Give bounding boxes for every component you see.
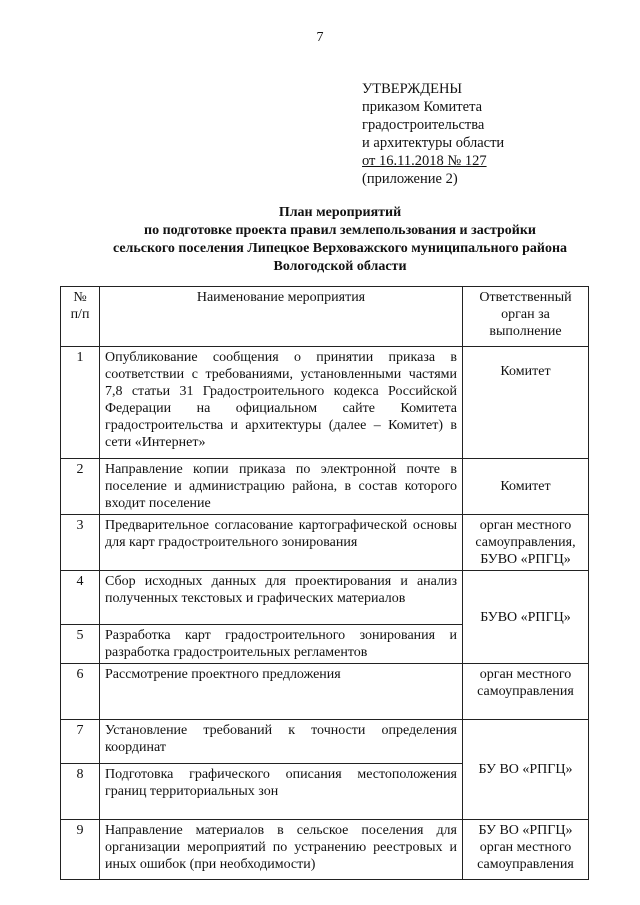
approval-line: и архитектуры области — [362, 135, 505, 151]
row-number: 4 — [61, 571, 100, 625]
table-row — [61, 515, 589, 571]
row-activity: Предварительное согласование картографической основы для карт градостроительного зонирования — [100, 515, 463, 571]
title-line: План мероприятий — [278, 205, 402, 220]
row-activity: Подготовка графического описания местоположения границ территориальных зон — [100, 764, 463, 820]
table-row — [61, 664, 589, 720]
row-responsible: орган местного самоуправления, БУВО «РПГЦ» — [463, 515, 589, 571]
row-number: 7 — [61, 720, 100, 764]
document-title — [40, 204, 640, 276]
row-responsible: БУ ВО «РПГЦ» орган местного самоуправления — [463, 820, 589, 880]
activities-table — [60, 286, 589, 880]
title-line: по подготовке проекта правил землепользования и застройки — [144, 223, 536, 238]
row-responsible: Комитет — [463, 459, 589, 515]
row-activity: Рассмотрение проектного предложения — [100, 664, 463, 720]
row-number: 2 — [61, 459, 100, 515]
row-number: 6 — [61, 664, 100, 720]
row-responsible: орган местного самоуправления — [463, 664, 589, 720]
row-number: 8 — [61, 764, 100, 820]
title-line: сельского поселения Липецкое Верховажского муниципального района — [112, 241, 568, 256]
table-row — [61, 347, 589, 459]
title-line: Вологодской области — [273, 259, 407, 274]
approval-line: градостроительства — [362, 117, 485, 133]
approval-order-ref: от 16.11.2018 № 127 — [362, 153, 487, 169]
table-row — [61, 459, 589, 515]
row-responsible — [463, 347, 589, 459]
row-activity: Установление требований к точности определения координат — [100, 720, 463, 764]
row-number: 3 — [61, 515, 100, 571]
row-activity: Сбор исходных данных для проектирования и анализ полученных текстовых и графических материалов — [100, 571, 463, 625]
approval-appendix: (приложение 2) — [362, 171, 458, 187]
responsible-text: Комитет — [500, 364, 551, 379]
approval-line: приказом Комитета — [362, 99, 483, 115]
approval-heading: УТВЕРЖДЕНЫ — [362, 81, 463, 97]
table-row — [61, 820, 589, 880]
row-activity: Разработка карт градостроительного зонирования и разработка градостроительных регламентов — [100, 625, 463, 664]
page-number: 7 — [316, 30, 324, 45]
row-number: 5 — [61, 625, 100, 664]
row-activity: Направление копии приказа по электронной почте в поселение и администрацию района, в состав которого входит поселение — [100, 459, 463, 515]
header-activity: Наименование мероприятия — [100, 287, 463, 347]
row-number: 1 — [61, 347, 100, 459]
header-number: № п/п — [61, 287, 100, 347]
row-responsible: БУ ВО «РПГЦ» — [463, 720, 589, 820]
row-number: 9 — [61, 820, 100, 880]
table-row — [61, 571, 589, 625]
table-row — [61, 720, 589, 764]
row-activity: Направление материалов в сельское поселения для организации мероприятий по устранению реестровых и иных ошибок (при необходимости) — [100, 820, 463, 880]
row-responsible: БУВО «РПГЦ» — [463, 571, 589, 664]
table-header-row — [61, 287, 589, 347]
header-responsible: Ответственный орган за выполнение — [463, 287, 589, 347]
approval-stamp — [362, 80, 504, 188]
row-activity: Опубликование сообщения о принятии приказа в соответствии с требованиями, установленными частями 7,8 статьи 31 Градостроительного кодекса Российской Федерации на официальном сайте Комитета градостроительства и архитектуры (далее – Комитет) в сети «Интернет» — [100, 347, 463, 459]
